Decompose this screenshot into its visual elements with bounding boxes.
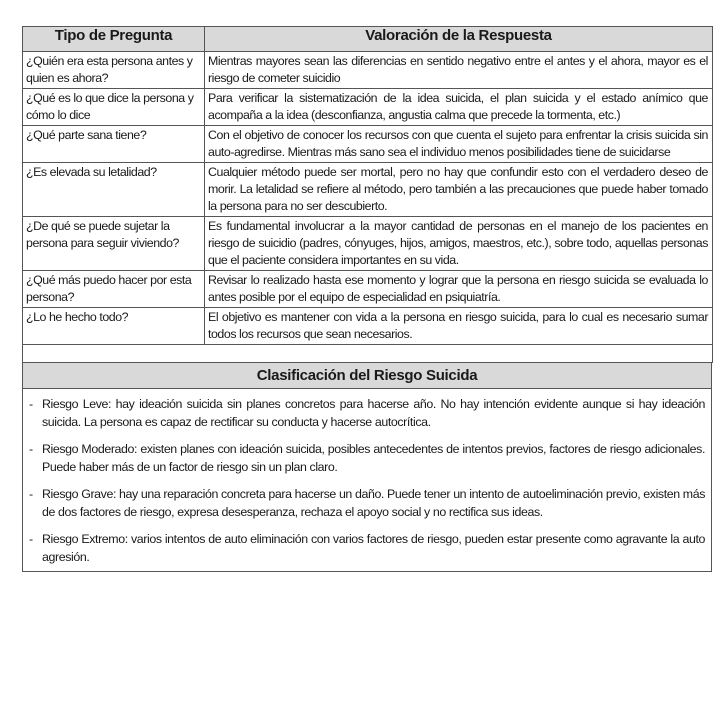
question-cell: ¿Qué más puedo hacer por esta persona? <box>23 271 205 308</box>
risk-extremo-text: Riesgo Extremo: varios intentos de auto eliminación con varios factores de riesgo, pueden estar presente como agravante la auto agresión. <box>42 532 705 564</box>
answer-cell: El objetivo es mantener con vida a la persona en riesgo suicida, para lo cual es necesario sumar todos los recursos que sean necesarios. <box>205 308 713 345</box>
classification-box <box>22 363 712 572</box>
risk-moderado-text: Riesgo Moderado: existen planes con ideación suicida, posibles antecedentes de intentos previos, factores de riesgo adicionales. Puede haber más de un factor de riesgo sin un plan claro. <box>42 442 705 474</box>
answer-cell: Con el objetivo de conocer los recursos con que cuenta el sujeto para enfrentar la crisis suicida sin auto-agredirse. Mientras más sano sea el individuo menos posibilidades tiene de suicidarse <box>205 126 713 163</box>
classification-title: Clasificación del Riesgo Suicida <box>23 363 711 389</box>
question-cell: ¿Lo he hecho todo? <box>23 308 205 345</box>
table-row <box>23 126 713 163</box>
classification-list <box>23 389 711 571</box>
table-row <box>23 163 713 217</box>
list-item <box>29 395 705 431</box>
questions-table <box>22 26 713 363</box>
empty-spacer-cell <box>23 345 713 363</box>
table-row <box>23 271 713 308</box>
table-row <box>23 217 713 271</box>
header-valoracion-respuesta: Valoración de la Respuesta <box>205 27 713 52</box>
question-cell: ¿Quién era esta persona antes y quien es ahora? <box>23 52 205 89</box>
answer-cell: Para verificar la sistematización de la idea suicida, el plan suicida y el estado anímico que acompaña a la idea (desconfianza, angustia calma que precede la tormenta, etc.) <box>205 89 713 126</box>
table-row <box>23 89 713 126</box>
question-cell: ¿Qué es lo que dice la persona y cómo lo dice <box>23 89 205 126</box>
table-row <box>23 52 713 89</box>
list-item <box>29 530 705 566</box>
bullet-dash: - <box>29 442 33 456</box>
header-tipo-pregunta: Tipo de Pregunta <box>23 27 205 52</box>
question-cell: ¿Es elevada su letalidad? <box>23 163 205 217</box>
bullet-dash: - <box>29 487 33 501</box>
question-cell: ¿De qué se puede sujetar la persona para seguir viviendo? <box>23 217 205 271</box>
bullet-dash: - <box>29 397 33 411</box>
risk-leve-text: Riesgo Leve: hay ideación suicida sin planes concretos para hacerse año. No hay intención evidente aunque si hay ideación suicida. La persona es capaz de rectificar su conducta y hacerse autocrítica. <box>42 397 705 429</box>
document-sheet <box>22 26 712 572</box>
empty-spacer-row <box>23 345 713 363</box>
table-row <box>23 308 713 345</box>
answer-cell: Revisar lo realizado hasta ese momento y lograr que la persona en riesgo suicida se evaluada lo antes posible por el equipo de especialidad en psiquiatría. <box>205 271 713 308</box>
bullet-dash: - <box>29 532 33 546</box>
list-item <box>29 485 705 521</box>
list-item <box>29 440 705 476</box>
risk-grave-text: Riesgo Grave: hay una reparación concreta para hacerse un daño. Puede tener un intento de autoeliminación previo, existen más de dos factores de riesgo, expresa desesperanza, rechaza el apoyo social y no rectifica sus ideas. <box>42 487 705 519</box>
question-cell: ¿Qué parte sana tiene? <box>23 126 205 163</box>
answer-cell: Mientras mayores sean las diferencias en sentido negativo entre el antes y el ahora, mayor es el riesgo de cometer suicidio <box>205 52 713 89</box>
answer-cell: Es fundamental involucrar a la mayor cantidad de personas en el manejo de los pacientes en riesgo de suicidio (padres, cónyuges, hijos, amigos, maestros, etc.), sobre todo, aquellas personas que el paciente considera importantes en su vida. <box>205 217 713 271</box>
table-header-row <box>23 27 713 52</box>
answer-cell: Cualquier método puede ser mortal, pero no hay que confundir esto con el verdadero deseo de morir. La letalidad se refiere al método, pero también a las precauciones que puede haber tomado la persona para no ser descubierto. <box>205 163 713 217</box>
